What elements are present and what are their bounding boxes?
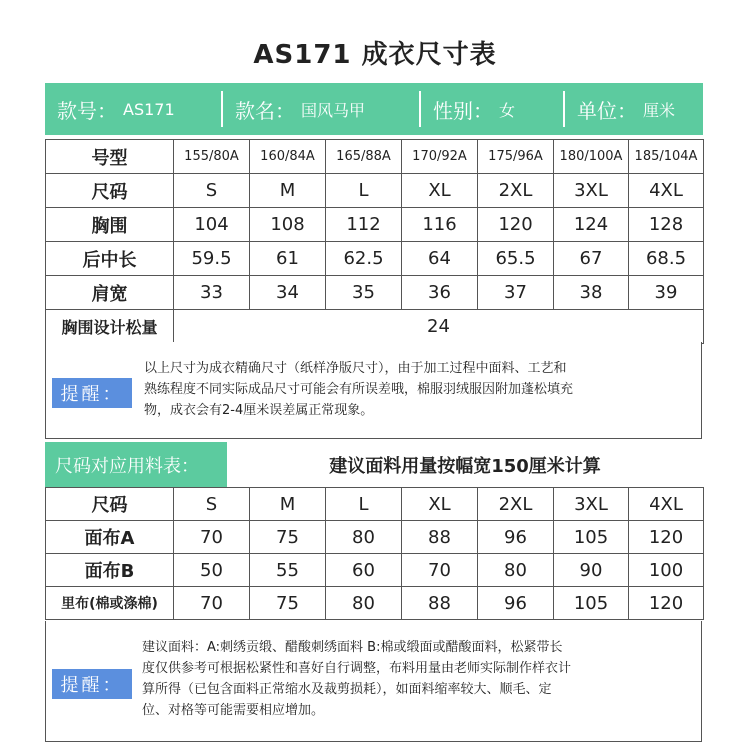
unit-value: 厘米 (643, 100, 676, 120)
reminder-line: 度仅供参考可根据松紧性和喜好自行调整，布料用量由老师实际制作样衣计 (142, 661, 572, 676)
table-row (46, 554, 704, 587)
table-row (46, 587, 704, 620)
table-cell: XL (402, 174, 478, 208)
ease-value: 24 (174, 310, 704, 344)
table-cell: 105 (554, 521, 629, 554)
table-cell: 75 (250, 587, 326, 620)
table-cell: 60 (326, 554, 402, 587)
reminder-box (45, 342, 702, 439)
table-cell: 70 (402, 554, 478, 587)
table-cell: 120 (478, 208, 554, 242)
reminder-line: 建议面料：A:刺绣贡缎、醋酸刺绣面料 B:棉或缎面或醋酸面料，松紧带长 (142, 640, 563, 655)
row-header: 里布(棉或涤棉) (46, 587, 174, 620)
table-cell: 104 (174, 208, 250, 242)
ease-label: 胸围设计松量 (46, 310, 174, 344)
table-cell: 96 (478, 521, 554, 554)
info-band (45, 83, 703, 135)
gender-label: 性别： (433, 98, 493, 123)
fabric-table (45, 487, 704, 620)
reminder-line: 物，成衣会有2-4厘米误差属正常现象。 (144, 403, 374, 418)
reminder-badge: 提醒： (52, 669, 132, 699)
reminder-line: 算所得（已包含面料正常缩水及裁剪损耗），如面料缩率较大、顺毛、定 (142, 682, 552, 697)
table-row (46, 310, 704, 344)
table-row (46, 276, 704, 310)
reminder-line: 位、对格等可能需要相应增加。 (142, 703, 325, 718)
item-number-label: 款号： (57, 98, 117, 123)
table-cell: 4XL (629, 488, 704, 521)
table-cell: 90 (554, 554, 629, 587)
row-header: 面布B (46, 554, 174, 587)
reminder-line: 熟练程度不同实际成品尺寸可能会有所误差哦，棉服羽绒服因附加蓬松填充 (144, 382, 574, 397)
reminder-text (142, 637, 700, 721)
page-title: AS171 成衣尺寸表 (253, 40, 497, 70)
table-cell: 170/92A (402, 140, 478, 174)
table-cell: 62.5 (326, 242, 402, 276)
table-cell: 37 (478, 276, 554, 310)
table-cell: 2XL (478, 488, 554, 521)
table-cell: 165/88A (326, 140, 402, 174)
gender (421, 83, 563, 135)
table-cell: 34 (250, 276, 326, 310)
table-cell: 38 (554, 276, 629, 310)
size-table (45, 139, 704, 344)
unit (565, 83, 703, 135)
table-cell: 155/80A (174, 140, 250, 174)
table-cell: 75 (250, 521, 326, 554)
row-header: 胸围 (46, 208, 174, 242)
table-cell: 120 (629, 521, 704, 554)
table-cell: 50 (174, 554, 250, 587)
table-cell: 96 (478, 587, 554, 620)
table-cell: 61 (250, 242, 326, 276)
table-cell: M (250, 174, 326, 208)
table-cell: 64 (402, 242, 478, 276)
row-header: 后中长 (46, 242, 174, 276)
table-cell: 116 (402, 208, 478, 242)
item-name-value: 国风马甲 (301, 100, 366, 120)
row-header: 尺码 (46, 488, 174, 521)
table-cell: 59.5 (174, 242, 250, 276)
table-cell: S (174, 488, 250, 521)
table-cell: 108 (250, 208, 326, 242)
table-cell: 3XL (554, 488, 629, 521)
table-cell: L (326, 488, 402, 521)
row-header: 号型 (46, 140, 174, 174)
table-cell: 120 (629, 587, 704, 620)
table-cell: 112 (326, 208, 402, 242)
fabric-section-label: 尺码对应用料表： (45, 442, 227, 487)
item-name-label: 款名： (235, 98, 295, 123)
reminder-line: 以上尺寸为成衣精确尺寸（纸样净版尺寸），由于加工过程中面料、工艺和 (144, 361, 567, 376)
table-cell: 39 (629, 276, 704, 310)
table-cell: 35 (326, 276, 402, 310)
table-cell: M (250, 488, 326, 521)
table-cell: 105 (554, 587, 629, 620)
table-cell: 2XL (478, 174, 554, 208)
table-cell: 3XL (554, 174, 629, 208)
table-cell: L (326, 174, 402, 208)
table-cell: 88 (402, 587, 478, 620)
table-row (46, 488, 704, 521)
table-cell: XL (402, 488, 478, 521)
row-header: 尺码 (46, 174, 174, 208)
table-cell: 80 (326, 521, 402, 554)
row-header: 面布A (46, 521, 174, 554)
table-cell: 55 (250, 554, 326, 587)
table-cell: 80 (326, 587, 402, 620)
table-cell: 88 (402, 521, 478, 554)
table-cell: 67 (554, 242, 629, 276)
table-cell: 70 (174, 521, 250, 554)
table-cell: 70 (174, 587, 250, 620)
table-cell: S (174, 174, 250, 208)
table-cell: 65.5 (478, 242, 554, 276)
reminder-badge: 提醒： (52, 378, 132, 408)
row-header: 肩宽 (46, 276, 174, 310)
item-name (223, 83, 419, 135)
table-row (46, 242, 704, 276)
table-cell: 175/96A (478, 140, 554, 174)
item-number (45, 83, 221, 135)
table-row (46, 208, 704, 242)
table-cell: 4XL (629, 174, 704, 208)
fabric-section-note: 建议面料用量按幅宽150厘米计算 (329, 455, 601, 477)
table-cell: 124 (554, 208, 629, 242)
table-cell: 33 (174, 276, 250, 310)
table-cell: 100 (629, 554, 704, 587)
table-cell: 180/100A (554, 140, 629, 174)
table-row (46, 140, 704, 174)
gender-value: 女 (499, 100, 516, 120)
fabric-section-header (45, 442, 703, 487)
reminder-text (144, 358, 700, 421)
table-row (46, 174, 704, 208)
table-cell: 80 (478, 554, 554, 587)
item-number-value: AS171 (123, 99, 175, 119)
reminder-box (45, 621, 702, 742)
table-cell: 160/84A (250, 140, 326, 174)
table-cell: 185/104A (629, 140, 704, 174)
table-cell: 128 (629, 208, 704, 242)
table-row (46, 521, 704, 554)
unit-label: 单位： (577, 98, 637, 123)
table-cell: 68.5 (629, 242, 704, 276)
table-cell: 36 (402, 276, 478, 310)
